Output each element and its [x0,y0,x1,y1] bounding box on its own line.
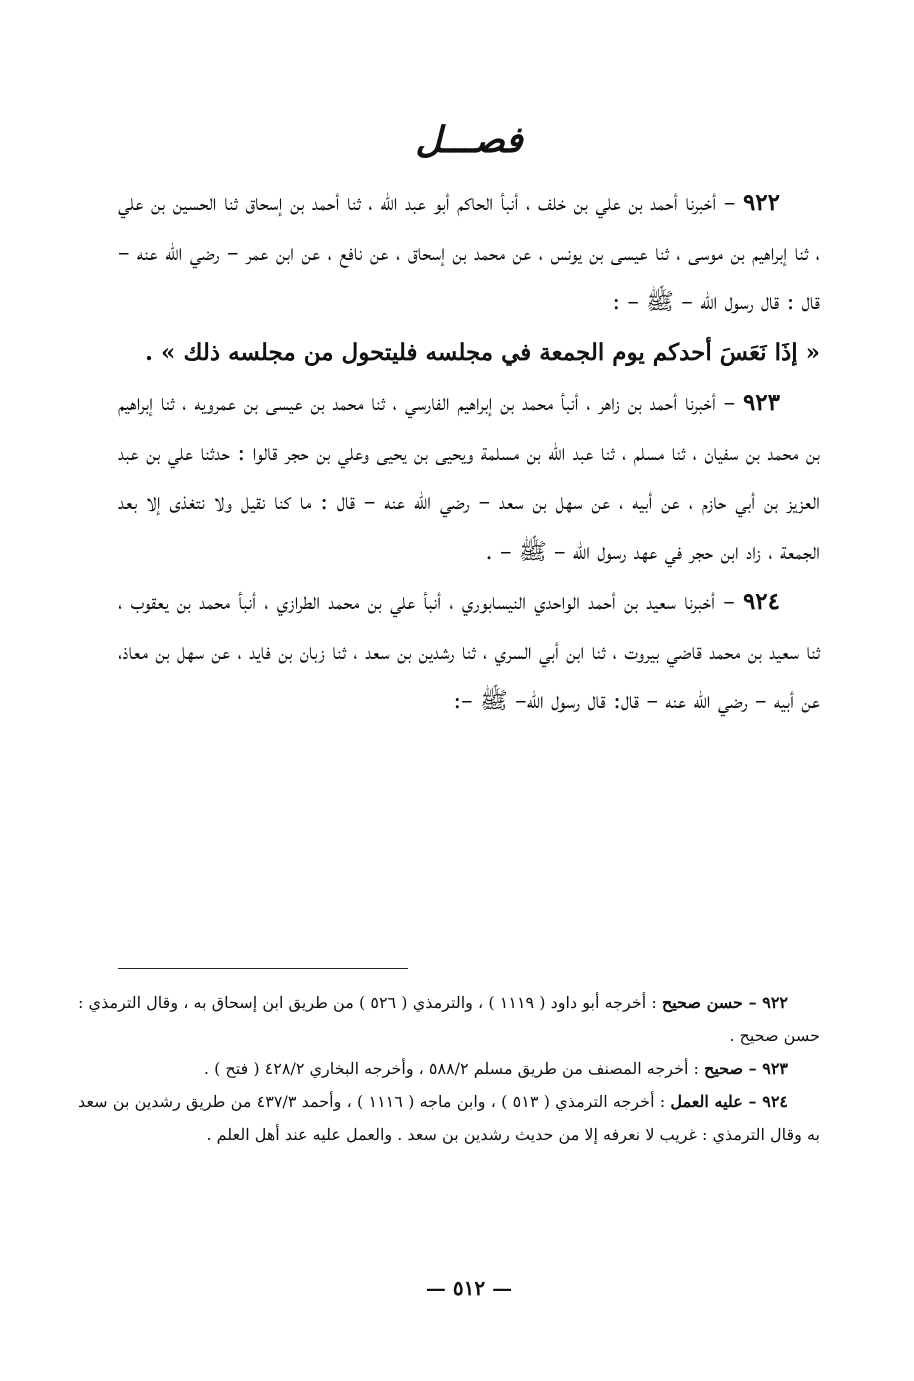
hadith-text: أخبرنا أحمد بن علي بن خلف ، أنبأ الحاكم أبو عبد الله ، ثنا أحمد بن إسحاق ثنا الحسين بن علي ، ثنا إبراهيم بن موسى ، ثنا عيسى بن يونس ، عن محمد بن إسحاق ، عن نافع ، عن ابن عمر – رضي الله عنه – قال : قال رسول الله – ﷺ – : [118,190,820,315]
footnote-dash: – [742,1092,763,1111]
footnote-dash: – [742,993,763,1012]
hadith-number: ٩٢٣ [742,389,780,416]
hadith-number: ٩٢٤ [742,588,780,615]
body-text [118,178,820,727]
hadith-paragraph [118,577,820,727]
footnote [78,986,820,1052]
footnote-number: ٩٢٣ [762,1059,788,1078]
footnote-grade: حسن صحيح [661,993,743,1012]
hadith-dash: – [716,190,743,216]
hadith-paragraph [118,378,820,577]
page [78,110,820,1310]
footnote [78,1052,820,1085]
footnote [78,1085,820,1151]
footnote-number: ٩٢٤ [762,1092,789,1111]
hadith-dash: – [715,589,743,615]
footnote-dash: – [743,1059,763,1078]
hadith-text: أخبرنا سعيد بن أحمد الواحدي النيسابوري ، أنبأ علي بن محمد الطرازي ، أنبأ محمد بن يعقوب ، ثنا سعيد بن محمد قاضي بيروت ، ثنا ابن أبي السري ، ثنا رشدين بن سعد ، ثنا زبان بن فايد ، عن سهل بن معاذ، عن أبيه – رضي الله عنه – قال: قال رسول الله– ﷺ –: [118,589,820,714]
hadith-dash: – [715,390,743,416]
section-title: فصـــل [415,119,523,161]
footnote-number: ٩٢٢ [762,993,789,1012]
hadith-paragraph [118,178,820,378]
footnote-divider [118,968,408,969]
footnote-text: : أخرجه أبو داود ( ١١١٩ ) ، والترمذي ( ٥٢٦ ) من طريق ابن إسحاق به ، وقال الترمذي : حسن صحيح . [78,993,820,1045]
footnote-grade: عليه العمل [670,1092,743,1111]
hadith-text: أخبرنا أحمد بن زاهر ، أنبأ محمد بن إبراهيم الفارسي ، ثنا محمد بن عيسى بن عمرويه ، ثنا إبراهيم بن محمد بن سفيان ، ثنا مسلم ، ثنا عبد الله بن مسلمة ويحيى بن يحيى وعلي بن حجر قالوا : حدثنا علي بن عبد العزيز بن أبي حازم ، عن أبيه ، عن سهل بن سعد – رضي الله عنه – قال : ما كنا نقيل ولا نتغذى إلا بعد الجمعة ، زاد ابن حجر في عهد رسول الله – ﷺ – . [118,390,820,565]
footnote-grade: صحيح [704,1059,744,1078]
footnote-text: : أخرجه المصنف من طريق مسلم ٥٨٨/٢ ، وأخرجه البخاري ٤٢٨/٢ ( فتح ) . [203,1059,704,1078]
footnotes [78,986,820,1151]
hadith-quote: « إذَا نَعَسَ أحدكم يوم الجمعة في مجلسه فليتحول من مجلسه ذلك » . [145,338,820,366]
hadith-number: ٩٢٢ [742,189,780,216]
footnote-text: : أخرجه الترمذي ( ٥١٣ ) ، وابن ماجه ( ١١١٦ ) ، وأحمد ٤٣٧/٣ من طريق رشدين بن سعد به وقال الترمذي : غريب لا نعرفه إلا من حديث رشدين بن سعد . والعمل عليه عند أهل العلم . [78,1092,820,1144]
page-number: — ٥١٢ — [425,1276,513,1300]
